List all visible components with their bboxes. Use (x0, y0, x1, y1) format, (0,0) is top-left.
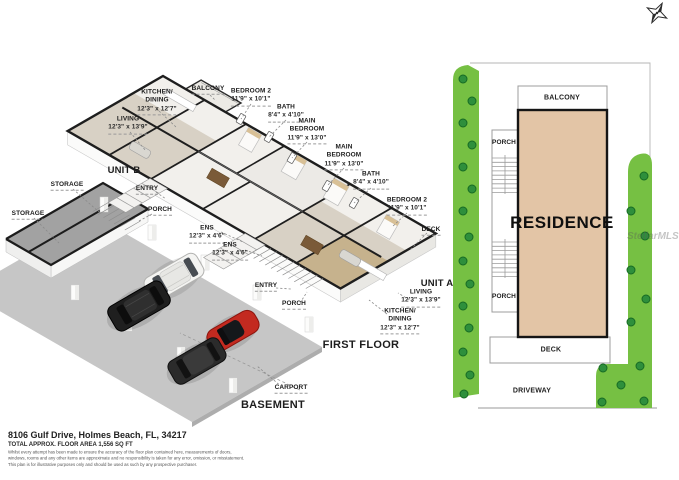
site-label-porch-bottom: PORCH (492, 292, 516, 300)
label-porch-unit-b: PORCH (148, 206, 172, 216)
label-entry-unit-a: ENTRY (255, 282, 277, 292)
label-bedroom2-unit-b (231, 88, 271, 107)
room-name: ENS (223, 241, 237, 249)
room-dims: 11'9" x 13'0" (324, 160, 363, 170)
site-label-balcony: BALCONY (543, 94, 581, 102)
room-dims: 11'9" x 10'1" (387, 205, 427, 215)
room-name: LIVING (116, 115, 140, 123)
room-dims: 12'3" x 12'7" (380, 324, 419, 334)
room-name: BEDROOM (289, 125, 325, 133)
address: 8106 Gulf Drive, Holmes Beach, FL, 34217 (8, 430, 187, 440)
room-dims: 12'3" x 4'6" (212, 250, 248, 260)
room-dims: 12'3" x 4'6" (189, 233, 225, 243)
label-ens-unit-a (212, 242, 248, 261)
site-label-driveway: DRIVEWAY (512, 387, 552, 395)
label-unit-b: UNIT B (107, 164, 141, 176)
site-label-porch-top: PORCH (492, 138, 516, 146)
label-first-floor: FIRST FLOOR (322, 338, 400, 351)
label-entry-unit-b: ENTRY (136, 185, 158, 195)
room-name: KITCHEN/ (141, 88, 173, 96)
label-kitchen-dining-unit-a (380, 307, 419, 334)
room-name: BEDROOM 2 (230, 87, 272, 95)
room-dims: 11'9" x 13'0" (287, 134, 326, 144)
floor-area: TOTAL APPROX. FLOOR AREA 1,556 SQ FT (8, 441, 133, 448)
room-name: MAIN (298, 117, 316, 125)
disclaimer (8, 449, 278, 468)
room-name: BEDROOM (326, 151, 362, 159)
disclaimer-line: This plan is for illustrative purposes only and should be used as such by any prospective purchaser. (8, 461, 198, 467)
label-living-unit-a (401, 289, 440, 308)
label-kitchen-dining-unit-b (137, 88, 176, 115)
label-living-unit-b (108, 116, 147, 135)
room-name: MAIN (335, 143, 353, 151)
site-label-residence: RESIDENCE (510, 212, 614, 232)
label-bedroom2-unit-a (387, 197, 427, 216)
site-label-deck: DECK (540, 346, 562, 354)
label-main-bedroom-unit-a (324, 143, 363, 170)
watermark: StellarMLS (627, 231, 679, 242)
room-dims: 8'4" x 4'10" (268, 112, 304, 122)
room-name: LIVING (409, 288, 433, 296)
label-unit-a: UNIT A (420, 277, 454, 289)
room-dims: 12'3" x 12'7" (137, 105, 176, 115)
label-carport: CARPORT (275, 384, 308, 394)
room-name: BATH (362, 170, 380, 178)
room-name: DINING (388, 315, 412, 323)
room-name: KITCHEN/ (384, 307, 416, 315)
room-dims: 8'4" x 4'10" (353, 179, 389, 189)
label-storage-2: STORAGE (12, 210, 45, 220)
label-main-bedroom-unit-b (287, 117, 326, 144)
label-deck: DECK (422, 226, 441, 236)
room-dims: 11'9" x 10'1" (231, 96, 271, 106)
label-bath-unit-a (353, 171, 389, 190)
room-dims: 12'3" x 13'9" (108, 124, 147, 134)
label-balcony-unit-b: BALCONY (192, 85, 225, 95)
room-name: BATH (277, 103, 295, 111)
disclaimer-line: windows, rooms and any other items are approximate and no responsibility is taken for any error, omission, or misstatement. (8, 455, 245, 461)
label-basement: BASEMENT (240, 398, 306, 411)
room-name: DINING (145, 96, 169, 104)
label-porch-unit-a: PORCH (282, 300, 306, 310)
room-dims: 12'3" x 13'9" (401, 297, 440, 307)
disclaimer-line: Whilst every attempt has been made to ensure the accuracy of the floor plan contained here, measurements of doors, (8, 449, 232, 455)
room-name: ENS (200, 224, 214, 232)
footer (8, 430, 548, 480)
room-name: BEDROOM 2 (386, 196, 428, 204)
compass-icon (642, 0, 672, 28)
label-storage-1: STORAGE (51, 181, 84, 191)
